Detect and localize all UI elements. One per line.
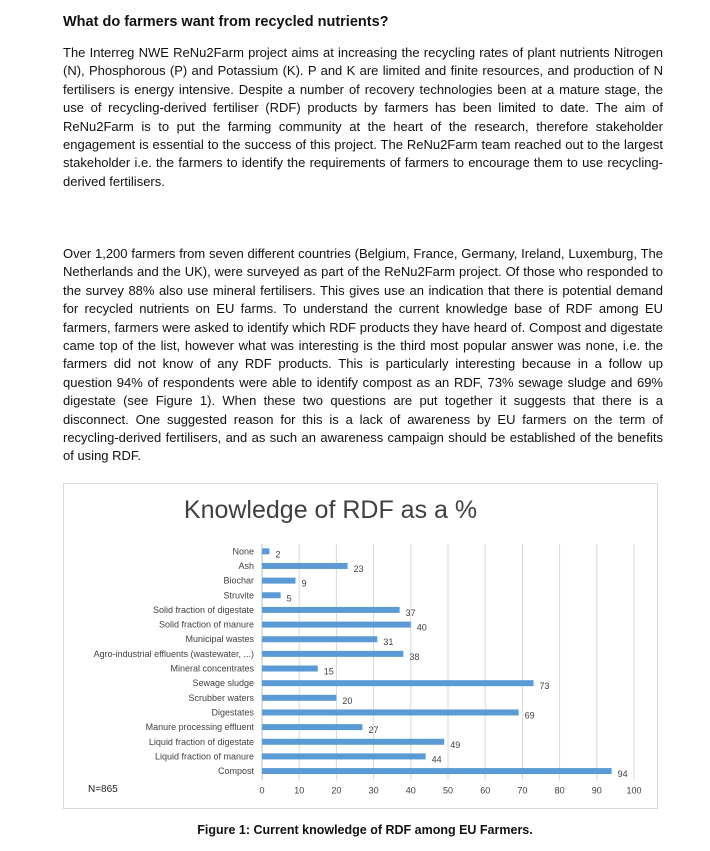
bar-3 bbox=[262, 592, 281, 598]
data-label-8: 15 bbox=[323, 666, 334, 677]
x-tick-label-40: 40 bbox=[405, 785, 416, 796]
data-label-1: 23 bbox=[353, 563, 364, 574]
chart-frame bbox=[63, 483, 658, 809]
category-label-3: Struvite bbox=[223, 590, 254, 601]
category-label-7: Agro-industrial effluents (wastewater, ...) bbox=[93, 648, 254, 659]
x-tick-label-20: 20 bbox=[331, 785, 342, 796]
category-label-12: Manure processing effluent bbox=[145, 722, 254, 733]
category-label-13: Liquid fraction of digestate bbox=[148, 736, 254, 747]
data-label-13: 49 bbox=[450, 739, 461, 750]
bar-13 bbox=[262, 739, 444, 745]
category-label-0: None bbox=[232, 546, 254, 557]
data-label-6: 31 bbox=[383, 637, 394, 648]
category-label-6: Municipal wastes bbox=[185, 634, 254, 645]
data-label-9: 73 bbox=[539, 681, 550, 692]
bar-15 bbox=[262, 768, 612, 774]
x-tick-label-60: 60 bbox=[480, 785, 491, 796]
figure-caption: Figure 1: Current knowledge of RDF among EU Farmers. bbox=[197, 823, 533, 837]
x-tick-label-30: 30 bbox=[368, 785, 379, 796]
bar-12 bbox=[262, 724, 362, 730]
data-label-14: 44 bbox=[431, 754, 442, 765]
intro-paragraph: The Interreg NWE ReNu2Farm project aims at increasing the recycling rates of plant nutrients Nitrogen (N), Phosphorous (P) and Potassium (K). P and K are limited and finite resources, and production of N fertilisers is energy intensive. Despite a number of recovery technologies been at a mature stage, the use of recycling-derived fertiliser (RDF) products by farmers has been limited to date. The aim of ReNu2Farm is to put the farming community at the heart of the research, therefore stakeholder engagement is essential to the success of this project. The ReNu2Farm team reached out to the largest stakeholder i.e. the farmers to identify the requirements of farmers to encourage them to use recycling-derived fertilisers. bbox=[63, 45, 663, 189]
category-label-8: Mineral concentrates bbox=[170, 663, 254, 674]
x-tick-label-0: 0 bbox=[259, 785, 265, 796]
data-label-10: 20 bbox=[342, 695, 353, 706]
x-tick-label-10: 10 bbox=[294, 785, 305, 796]
category-label-5: Solid fraction of manure bbox=[158, 619, 254, 630]
bar-1 bbox=[262, 563, 348, 569]
bar-8 bbox=[262, 666, 318, 672]
category-label-15: Compost bbox=[217, 766, 254, 777]
bar-5 bbox=[262, 622, 411, 628]
sample-size-note: N=865 bbox=[88, 784, 118, 795]
page-heading: What do farmers want from recycled nutrients? bbox=[63, 14, 389, 30]
category-label-1: Ash bbox=[238, 560, 254, 571]
data-label-11: 69 bbox=[524, 710, 535, 721]
bar-chart bbox=[64, 484, 657, 808]
bar-11 bbox=[262, 709, 519, 715]
data-label-2: 9 bbox=[301, 578, 307, 589]
data-label-5: 40 bbox=[416, 622, 427, 633]
data-label-3: 5 bbox=[286, 593, 292, 604]
category-label-9: Sewage sludge bbox=[192, 678, 254, 689]
category-label-14: Liquid fraction of manure bbox=[154, 751, 254, 762]
bar-6 bbox=[262, 636, 377, 642]
bar-9 bbox=[262, 680, 534, 686]
chart-title: Knowledge of RDF as a % bbox=[183, 496, 478, 524]
data-label-15: 94 bbox=[617, 769, 628, 780]
bar-7 bbox=[262, 651, 403, 657]
category-label-4: Solid fraction of digestate bbox=[152, 604, 254, 615]
data-label-0: 2 bbox=[275, 549, 281, 560]
category-label-11: Digestates bbox=[211, 707, 254, 718]
x-tick-label-90: 90 bbox=[591, 785, 602, 796]
bar-10 bbox=[262, 695, 336, 701]
data-label-4: 37 bbox=[405, 607, 416, 618]
bar-0 bbox=[262, 548, 269, 554]
bar-2 bbox=[262, 578, 295, 584]
x-tick-label-70: 70 bbox=[517, 785, 528, 796]
bar-4 bbox=[262, 607, 400, 613]
survey-paragraph: Over 1,200 farmers from seven different countries (Belgium, France, Germany, Ireland, Luxemburg, The Netherlands and the UK), were surveyed as part of the ReNu2Farm project. Of those who responded to the survey 88% also use mineral fertilisers. This gives use an indication that there is potential demand for recycled nutrients on EU farms. To understand the current knowledge base of RDF among EU farmers, farmers were asked to identify which RDF products they have heard of. Compost and digestate came top of the list, however what was interesting is the third most popular answer was none, i.e. the farmers did not know of any RDF products. This is particularly interesting because in a follow up question 94% of respondents were able to identify compost as an RDF, 73% sewage sludge and 69% digestate (see Figure 1). When these two questions are put together it suggests that there is a disconnect. One suggested reason for this is a lack of awareness by EU farmers on the term of recycling-derived fertilisers, and as such an awareness campaign should be established of the benefits of using RDF. bbox=[63, 246, 663, 464]
data-label-12: 27 bbox=[368, 725, 379, 736]
data-label-7: 38 bbox=[409, 651, 420, 662]
x-tick-label-80: 80 bbox=[554, 785, 565, 796]
bar-14 bbox=[262, 753, 426, 759]
x-tick-label-100: 100 bbox=[626, 785, 642, 796]
category-label-2: Biochar bbox=[223, 575, 254, 586]
x-tick-label-50: 50 bbox=[442, 785, 454, 796]
category-label-10: Scrubber waters bbox=[188, 692, 254, 703]
